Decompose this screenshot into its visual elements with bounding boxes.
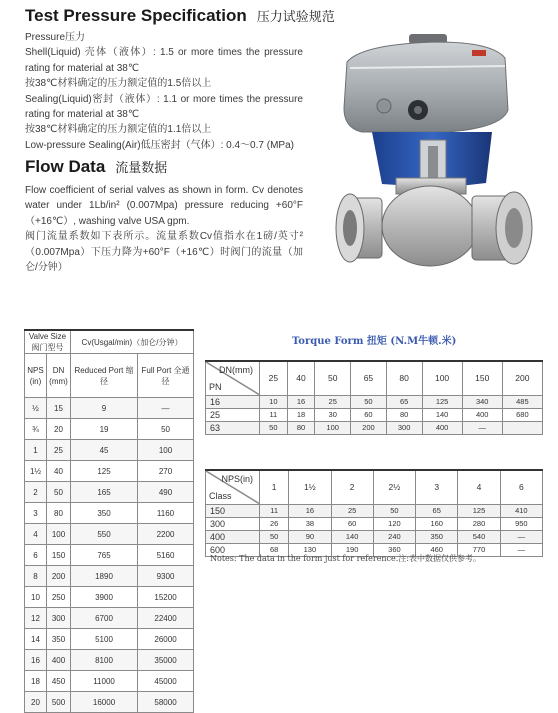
table-cell: 45 (71, 440, 138, 461)
table-cell: 80 (287, 421, 315, 434)
table-cell: 25 (47, 440, 71, 461)
dn-header: DN (mm) (47, 354, 71, 398)
table-cell: 280 (458, 517, 500, 530)
table-cell: 200 (351, 421, 387, 434)
table-cell: 680 (502, 408, 542, 421)
column-header: 100 (422, 361, 462, 395)
table-cell: 540 (458, 530, 500, 543)
table-cell: 38 (289, 517, 331, 530)
table-cell: 50 (47, 482, 71, 503)
table-cell: 12 (25, 608, 47, 629)
table-cell: 150 (47, 545, 71, 566)
table-row (25, 524, 194, 545)
table-row (25, 650, 194, 671)
table-cell: 125 (71, 461, 138, 482)
valve-body (336, 178, 532, 266)
table-cell: 100 (138, 440, 194, 461)
table-cell: 1½ (25, 461, 47, 482)
table-cell: 14 (25, 629, 47, 650)
table-cell: 3900 (71, 587, 138, 608)
table-cell: 50 (260, 421, 288, 434)
table-cell: 250 (47, 587, 71, 608)
table-row (25, 566, 194, 587)
table-cell: 300 (47, 608, 71, 629)
table-cell: 25 (315, 395, 351, 408)
reduced-port-header: Reduced Port 缩径 (71, 354, 138, 398)
row-label: 16 (206, 395, 260, 408)
table-cell: 490 (138, 482, 194, 503)
flow-line: Flow coefficient of serial valves as shown in form. Cv denotes water under 1Lb/in² (0.007Mpa) pressure reducing +60°F（+16℃）, washing valve USA gpm. (25, 185, 303, 227)
table-row (206, 530, 543, 543)
table-cell: 65 (386, 395, 422, 408)
table-cell: 45000 (138, 671, 194, 692)
table-cell: 460 (416, 543, 458, 556)
table-cell: 16000 (71, 692, 138, 713)
flow-title (25, 157, 167, 177)
table-cell: 400 (422, 421, 462, 434)
table-cell: 450 (47, 671, 71, 692)
notes-text: Notes: The data in the form just for reference.注:表中数据仅供参考。 (210, 554, 481, 563)
table-cell: ¾ (25, 419, 47, 440)
cv-header: Cv(Usgal/min)（加仑/分钟） (71, 330, 194, 354)
table-cell: 140 (422, 408, 462, 421)
table-cell: 125 (458, 504, 500, 517)
flow-title-en: Flow Data (25, 157, 106, 176)
spec-line: Sealing(Liquid)密封（液体）: 1.1 or more times the pressure rating for material at 38℃ (25, 93, 303, 121)
column-header: 3 (416, 470, 458, 504)
table-cell: — (500, 530, 542, 543)
table-cell: 80 (386, 408, 422, 421)
table-cell: 270 (138, 461, 194, 482)
table-cell: 6 (25, 545, 47, 566)
flow-line: 阀门流量系数如下表所示。流量系数Cv值指水在1磅/英寸²（0.007Mpa）下压力降为+60°F（+16℃）时阀门的流量（加仑/分钟） (25, 231, 303, 274)
table-cell: 10 (260, 395, 288, 408)
column-header: 2 (331, 470, 373, 504)
column-header: 150 (462, 361, 502, 395)
table-cell: 26 (260, 517, 289, 530)
spec-line: Shell(Liquid) 壳体（液体）: 1.5 or more times the pressure rating for material at 38℃ (25, 47, 303, 74)
table-cell: 485 (502, 395, 542, 408)
torque-corner-top: DN(mm) (219, 365, 253, 375)
row-label: 25 (206, 408, 260, 421)
table-cell: 60 (351, 408, 387, 421)
torque-dn-table (205, 360, 543, 435)
table-cell: 40 (47, 461, 71, 482)
table-row (25, 692, 194, 713)
spec-line: 按38℃材料确定的压力额定值的1.5倍以上 (25, 78, 212, 90)
table-cell: 16 (289, 504, 331, 517)
spec-title-en: Test Pressure Specification (25, 6, 247, 25)
nps-corner-top: NPS(in) (221, 474, 253, 484)
table-cell: 9 (71, 398, 138, 419)
flow-text (25, 183, 303, 275)
table-cell: — (500, 543, 542, 556)
spec-title-cn: 压力试验规范 (256, 10, 335, 25)
table-cell: 58000 (138, 692, 194, 713)
table-row (25, 608, 194, 629)
spec-line: Low-pressure Sealing(Air)低压密封（气体）: 0.4～0.7 (MPa) (25, 139, 294, 151)
table-row (25, 419, 194, 440)
table-cell (502, 421, 542, 434)
table-cell: 25 (331, 504, 373, 517)
table-cell: 300 (386, 421, 422, 434)
table-cell: 2 (25, 482, 47, 503)
table-cell: 340 (462, 395, 502, 408)
table-row (25, 671, 194, 692)
column-header: 1½ (289, 470, 331, 504)
column-header: 80 (386, 361, 422, 395)
torque-corner-bottom: PN (209, 381, 222, 392)
table-cell: 26000 (138, 629, 194, 650)
table-cell: 8 (25, 566, 47, 587)
row-label: 600 (206, 543, 260, 556)
table-row (25, 398, 194, 419)
column-header: 25 (260, 361, 288, 395)
table-cell: 160 (416, 517, 458, 530)
table-cell: 130 (289, 543, 331, 556)
column-header: 200 (502, 361, 542, 395)
table-row (206, 504, 543, 517)
table-cell: 15 (47, 398, 71, 419)
column-header: 2½ (373, 470, 415, 504)
table-cell: 240 (373, 530, 415, 543)
row-label: 400 (206, 530, 260, 543)
table-cell: 11 (260, 504, 289, 517)
column-header: 40 (287, 361, 315, 395)
table-cell: 1160 (138, 503, 194, 524)
table-cell: 16 (287, 395, 315, 408)
spec-line: 按38℃材料确定的压力额定值的1.1倍以上 (25, 124, 212, 136)
valve-size-header-cn: 阀门型号 (31, 343, 64, 352)
nps-corner-cell (206, 470, 260, 504)
column-header: 50 (315, 361, 351, 395)
table-cell: 9300 (138, 566, 194, 587)
table-cell: 3 (25, 503, 47, 524)
torque-form-title: Torque Form 扭矩 (N.M牛顿.米) (292, 336, 457, 347)
row-label: 300 (206, 517, 260, 530)
table-cell: 140 (331, 530, 373, 543)
table-cell: 30 (315, 408, 351, 421)
column-header: 4 (458, 470, 500, 504)
table-row (206, 421, 543, 434)
table-cell: 65 (416, 504, 458, 517)
table-cell: 18 (287, 408, 315, 421)
table-cell: 400 (47, 650, 71, 671)
table-row (206, 395, 543, 408)
table-cell: 400 (462, 408, 502, 421)
table-row (25, 440, 194, 461)
table-cell: 50 (351, 395, 387, 408)
table-cell: 100 (315, 421, 351, 434)
table-cell: 765 (71, 545, 138, 566)
table-cell: 100 (47, 524, 71, 545)
torque-corner-cell (206, 361, 260, 395)
column-header: 6 (500, 470, 542, 504)
table-cell: 410 (500, 504, 542, 517)
nps-header: NPS (in) (25, 354, 47, 398)
table-cell: 125 (422, 395, 462, 408)
full-port-header: Full Port 全通径 (138, 354, 194, 398)
spec-line: Pressure压力 (25, 32, 86, 43)
table-cell: 35000 (138, 650, 194, 671)
table-cell: 8100 (71, 650, 138, 671)
spec-title (25, 6, 335, 26)
table-row (25, 629, 194, 650)
table-cell: 165 (71, 482, 138, 503)
table-cell: 68 (260, 543, 289, 556)
table-cell: 500 (47, 692, 71, 713)
table-cell: — (462, 421, 502, 434)
table-cell: 770 (458, 543, 500, 556)
column-header: 1 (260, 470, 289, 504)
table-cell: 190 (331, 543, 373, 556)
table-cell: 60 (331, 517, 373, 530)
table-row (206, 408, 543, 421)
valve-size-header-en: Valve Size (28, 332, 67, 341)
table-cell: 360 (373, 543, 415, 556)
table-cell: 350 (71, 503, 138, 524)
table-cell: 90 (289, 530, 331, 543)
table-cell: 5160 (138, 545, 194, 566)
table-cell: 2200 (138, 524, 194, 545)
table-cell: 11 (260, 408, 288, 421)
row-label: 63 (206, 421, 260, 434)
table-row (25, 503, 194, 524)
table-cell: 80 (47, 503, 71, 524)
column-header: 65 (351, 361, 387, 395)
table-row (25, 461, 194, 482)
table-cell: 350 (416, 530, 458, 543)
table-cell: 22400 (138, 608, 194, 629)
table-cell: 19 (71, 419, 138, 440)
table-cell: 1890 (71, 566, 138, 587)
nps-corner-bottom: Class (209, 490, 232, 501)
table-cell: ½ (25, 398, 47, 419)
table-cell: 120 (373, 517, 415, 530)
table-cell: 10 (25, 587, 47, 608)
table-cell: 5100 (71, 629, 138, 650)
flow-title-cn: 流量数据 (115, 161, 168, 176)
table-row (206, 517, 543, 530)
table-cell: — (138, 398, 194, 419)
table-cell: 950 (500, 517, 542, 530)
table-cell: 11000 (71, 671, 138, 692)
table-cell: 350 (47, 629, 71, 650)
actuator (344, 34, 508, 132)
ball-valve-image (322, 28, 548, 273)
table-cell: 550 (71, 524, 138, 545)
table-row (25, 587, 194, 608)
table-cell: 20 (25, 692, 47, 713)
table-cell: 4 (25, 524, 47, 545)
torque-nps-table (205, 469, 543, 557)
table-row (25, 545, 194, 566)
table-cell: 16 (25, 650, 47, 671)
spec-text (25, 30, 303, 153)
table-cell: 6700 (71, 608, 138, 629)
valve-size-header (25, 330, 71, 354)
table-cell: 1 (25, 440, 47, 461)
table-cell: 50 (260, 530, 289, 543)
table-cell: 15200 (138, 587, 194, 608)
table-cell: 18 (25, 671, 47, 692)
table-cell: 20 (47, 419, 71, 440)
table-cell: 50 (138, 419, 194, 440)
flow-coefficient-table (24, 329, 194, 713)
table-cell: 200 (47, 566, 71, 587)
row-label: 150 (206, 504, 260, 517)
table-cell: 50 (373, 504, 415, 517)
table-row (25, 482, 194, 503)
